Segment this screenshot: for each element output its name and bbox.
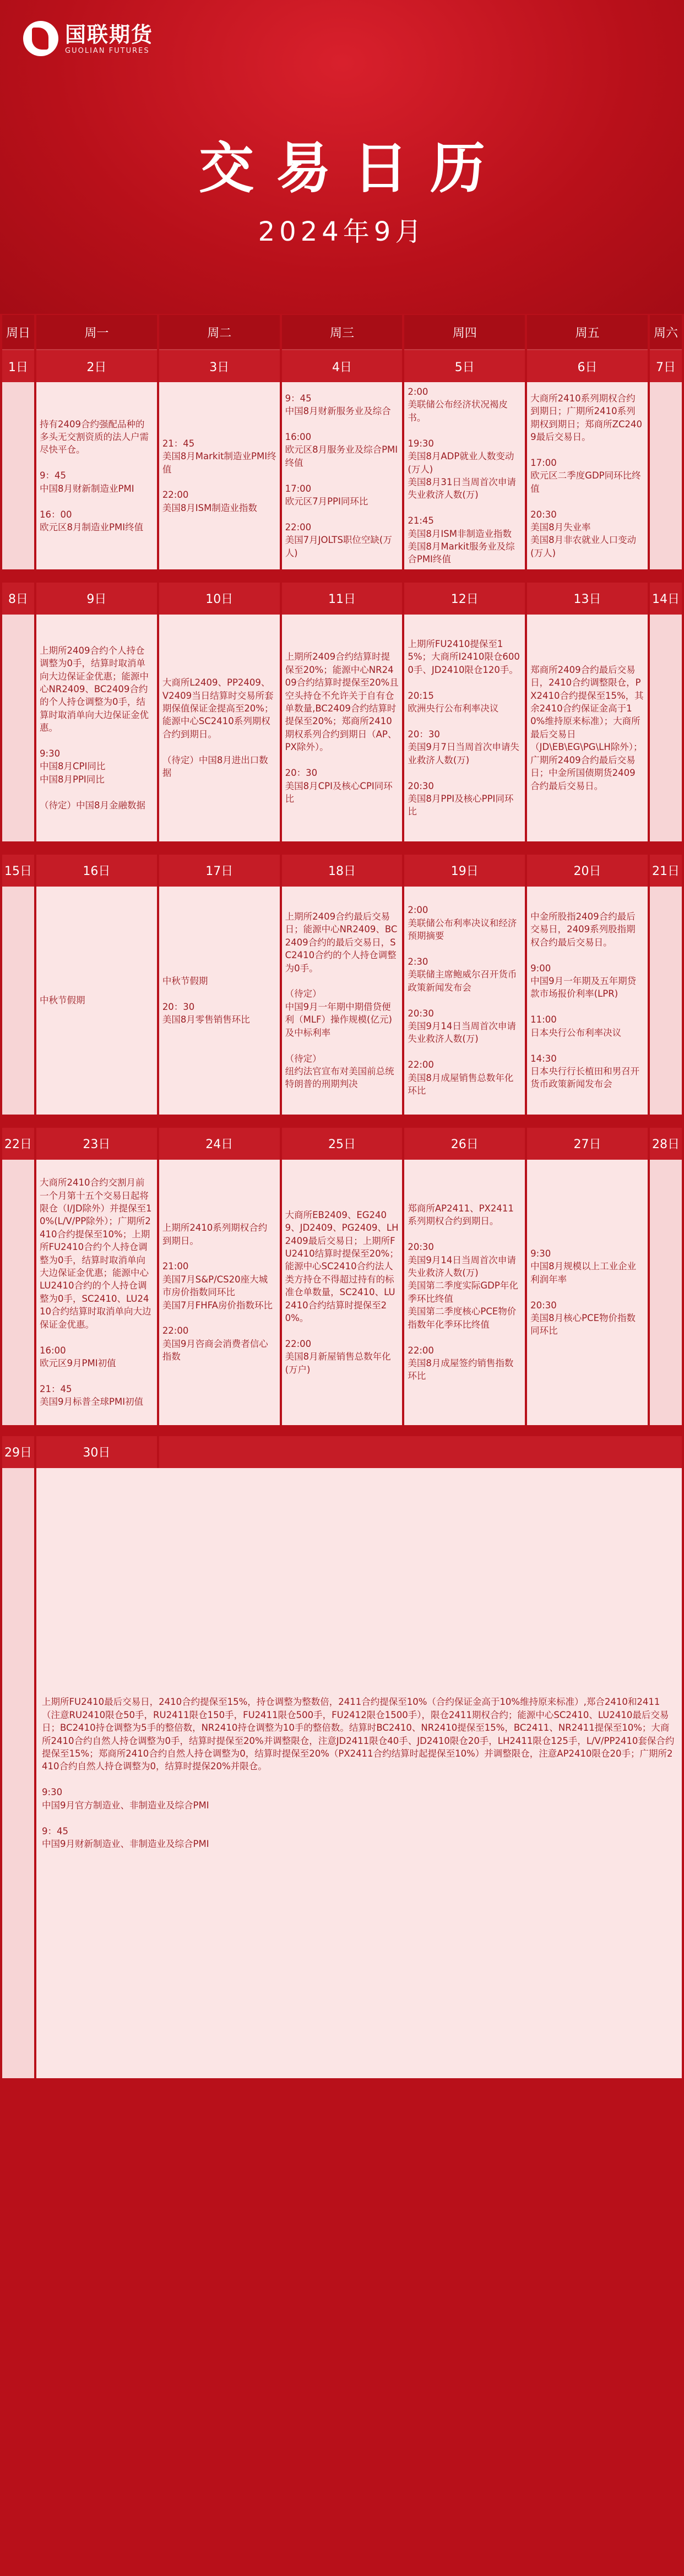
date-label: 24日 — [159, 1128, 280, 1160]
date-label: 4日 — [282, 350, 403, 382]
day-cell — [650, 382, 682, 569]
day-cell: 中金所股指2409合约最后交易日，2409系列股指期权合约最后交易日。 9:00 中国9月一年期及五年期贷款市场报价利率(LPR) 11:00 日本央行公布利率决议 14:30 日本央行行长植田和男召开货币政策新闻发布会 — [527, 887, 648, 1115]
date-label: 3日 — [159, 350, 280, 382]
date-label: 7日 — [650, 350, 682, 382]
page-title: 交易日历 — [199, 136, 507, 200]
brand-name: 国联期货 — [65, 22, 154, 47]
date-label: 10日 — [159, 583, 280, 615]
date-label: 13日 — [527, 583, 648, 615]
events-row — [2, 1468, 682, 2078]
day-cell: 2:00 美联储公布利率决议和经济预期摘要 2:30 美联储主席鲍威尔召开货币政策新闻发布会 20:30 美国9月14日当周首次申请失业救济人数(万) 22:00 美国8月成屋销售总数年化环比 — [404, 887, 525, 1115]
date-label: 17日 — [159, 855, 280, 887]
date-label: 12日 — [404, 583, 525, 615]
day-cell: 郑商所AP2411、PX2411系列期权合约到期日。 20:30 美国9月14日当周首次申请失业救济人数(万) 美国第二季度实际GDP年化季环比终值 美国第二季度核心PCE物价指数年化季环比终值 22:00 美国8月成屋签约销售指数环比 — [404, 1160, 525, 1425]
events-row — [2, 1160, 682, 1425]
date-label: 8日 — [2, 583, 34, 615]
day-cell: 大商所EB2409、EG2409、JD2409、PG2409、LH2409最后交易日；上期所FU2410结算时提保至20%；能源中心SC2410合约法人类方持仓不得超过持有的标准仓单数量，SC2410、LU2410合约结算时提保至20%。 22:00 美国8月新屋销售总数年化(万户) — [282, 1160, 403, 1425]
day-cell: 9：45 中国8月财新服务业及综合 16:00 欧元区8月服务业及综合PMI终值 17:00 欧元区7月PPI同环比 22:00 美国7月JOLTS职位空缺(万人) — [282, 382, 403, 569]
events-row — [2, 615, 682, 841]
date-label: 1日 — [2, 350, 34, 382]
day-cell: 上期所2410系列期权合约到期日。 21:00 美国7月S&P/CS20座大城市房价指数同环比 美国7月FHFA房价指数环比 22:00 美国9月咨商会消费者信心指数 — [159, 1160, 280, 1425]
date-label: 21日 — [650, 855, 682, 887]
date-label: 28日 — [650, 1128, 682, 1160]
day-cell: 持有2409合约强配品种的多头无交割资质的法人户需尽快平仓。 9：45 中国8月财新制造业PMI 16：00 欧元区8月制造业PMI终值 — [36, 382, 157, 569]
day-cell — [2, 382, 34, 569]
date-label: 5日 — [404, 350, 525, 382]
events-row — [2, 382, 682, 569]
date-label: 18日 — [282, 855, 403, 887]
day-cell: 上期所2409合约个人持仓调整为0手，结算时取消单向大边保证金优惠；能源中心NR2409、BC2409合约的个人持仓调整为0手，结算时取消单向大边保证金优惠。 9:30 中国8月CPI同比 中国8月PPI同比 （待定）中国8月金融数据 — [36, 615, 157, 841]
day-cell: 上期所FU2410提保至15%；大商所I2410限仓6000手、JD2410限仓120手。 20:15 欧洲央行公布利率决议 20：30 美国9月7日当周首次申请失业救济人数(万) 20:30 美国8月PPI及核心PPI同环比 — [404, 615, 525, 841]
events-row — [2, 887, 682, 1115]
weekday-label: 周二 — [159, 315, 280, 350]
day-cell-30: 上期所FU2410最后交易日，2410合约提保至15%，持仓调整为整数倍，2411合约提保至10%（合约保证金高于10%维持原来标准）,郑合2410和2411（注意RU2410限仓50手，RU2411限仓150手，FU2411限仓500手，FU2412限仓1500手），限仓2411期权合约；能源中心SC2410、LU2410最后交易日；BC2410持仓调整为5手的整倍数，NR2410持仓调整为10手的整倍数。结算时BC2410、NR2410提保至15%，BC2411、NR2411提保至10%；大商所2410合约自然人持仓调整为0手，结算时提保至20%并调整限仓，注意JD2411限仓40手、JD2410限仓20手，LH2411限仓125手，L/V/PP2410套保合约提保至15%；郑商所2410合约自然人持仓调整为0，结算时提保至20%（PX2411合约结算时起提保至10%）并调整限仓，注意AP2410限仓20手；广期所2410合约自然人持仓调整为0，结算时提保20%并限仓。 9:30 中国9月官方制造业、非制造业及综合PMI 9：45 中国9月财新制造业、非制造业及综合PMI — [36, 1468, 682, 2078]
date-label: 20日 — [527, 855, 648, 887]
date-label: 30日 — [36, 1436, 157, 1468]
day-cell — [2, 1468, 34, 2078]
date-label: 25日 — [282, 1128, 403, 1160]
weekday-label: 周五 — [527, 315, 648, 350]
date-label: 15日 — [2, 855, 34, 887]
date-row — [2, 1128, 682, 1160]
date-label: 14日 — [650, 583, 682, 615]
day-cell: 郑商所2409合约最后交易日，2410合约调整限仓，PX2410合约提保至15%，其余2410合约保证金高于10%维持原来标准）；大商所最后交易日 （JD\EB\EG\PG\LH除外）；广期所2409合约最后交易日；中金所国债期货2409合约最后交易日。 — [527, 615, 648, 841]
page-subtitle: 2024年9月 — [258, 216, 426, 247]
logo-icon — [23, 21, 58, 56]
date-row — [2, 1436, 682, 1468]
weekday-label: 周一 — [36, 315, 157, 350]
weekday-header-row — [2, 315, 682, 350]
day-cell: 中秋节假期 — [36, 887, 157, 1115]
brand-logo — [23, 21, 153, 56]
weekday-label: 周三 — [282, 315, 403, 350]
day-cell: 上期所2409合约结算时提保至20%；能源中心NR2409合约结算时提保至20%且空头持仓不允许关于自有仓单数量,BC2409合约结算时提保至20%；郑商所2410期权系列合约到期日（AP、PX除外）。 20：30 美国8月CPI及核心CPI同环比 — [282, 615, 403, 841]
date-label: 9日 — [36, 583, 157, 615]
day-cell — [650, 887, 682, 1115]
date-label: 27日 — [527, 1128, 648, 1160]
date-label: 23日 — [36, 1128, 157, 1160]
weekday-label: 周四 — [404, 315, 525, 350]
date-label: 19日 — [404, 855, 525, 887]
day-cell: 9:30 中国8月规模以上工业企业利润年率 20:30 美国8月核心PCE物价指数同环比 — [527, 1160, 648, 1425]
date-row — [2, 350, 682, 382]
date-row — [2, 855, 682, 887]
date-label: 22日 — [2, 1128, 34, 1160]
day-cell: 2:00 美联储公布经济状况褐皮书。 19:30 美国8月ADP就业人数变动(万人) 美国8月31日当周首次申请失业救济人数(万) 21:45 美国8月ISM非制造业指数 美国8月Markit服务业及综合PMI终值 — [404, 382, 525, 569]
weekday-label: 周日 — [2, 315, 34, 350]
day-cell: 上期所2409合约最后交易日；能源中心NR2409、BC2409合约的最后交易日，SC2410合约的个人持仓调整为0手。 （待定） 中国9月一年期中期借贷便利（MLF）操作规模(亿元)及中标利率 （待定） 纽约法官宣布对美国前总统特朗普的刑期判决 — [282, 887, 403, 1115]
day-cell: 大商所2410合约交割月前一个月第十五个交易日起将限仓（I/JD除外）并提保至10%(L/V/PP除外）；广期所2410合约提保至10%；上期所FU2410合约个人持仓调整为0手，结算时取消单向大边保证金优惠；能源中心LU2410合约的个人持仓调整为0手，SC2410、LU2410合约结算时取消单向大边保证金优惠。 16:00 欧元区9月PMI初值 21：45 美国9月标普全球PMI初值 — [36, 1160, 157, 1425]
day-cell: 中秋节假期 20：30 美国8月零售销售环比 — [159, 887, 280, 1115]
day-cell — [2, 615, 34, 841]
day-cell — [650, 615, 682, 841]
day-cell — [2, 887, 34, 1115]
header-banner — [0, 0, 684, 314]
day-cell: 大商所2410系列期权合约到期日；广期所2410系列期权到期日；郑商所ZC2409最后交易日。 17:00 欧元区二季度GDP同环比终值 20:30 美国8月失业率 美国8月非农就业人口变动(万人) — [527, 382, 648, 569]
calendar-table — [0, 315, 684, 2078]
day-cell — [650, 1160, 682, 1425]
date-label: 29日 — [2, 1436, 34, 1468]
day-cell: 大商所L2409、PP2409、V2409当日结算时交易所套期保值保证金提高至20%；能源中心SC2410系列期权合约到期日。 （待定）中国8月进出口数据 — [159, 615, 280, 841]
brand-name-en: GUOLIAN FUTURES — [65, 46, 150, 55]
day-cell — [2, 1160, 34, 1425]
date-label: 26日 — [404, 1128, 525, 1160]
weekday-label: 周六 — [650, 315, 682, 350]
date-label: 6日 — [527, 350, 648, 382]
date-row — [2, 583, 682, 615]
date-label: 11日 — [282, 583, 403, 615]
date-label: 16日 — [36, 855, 157, 887]
date-label: 2日 — [36, 350, 157, 382]
day-cell: 21：45 美国8月Markit制造业PMI终值 22:00 美国8月ISM制造业指数 — [159, 382, 280, 569]
